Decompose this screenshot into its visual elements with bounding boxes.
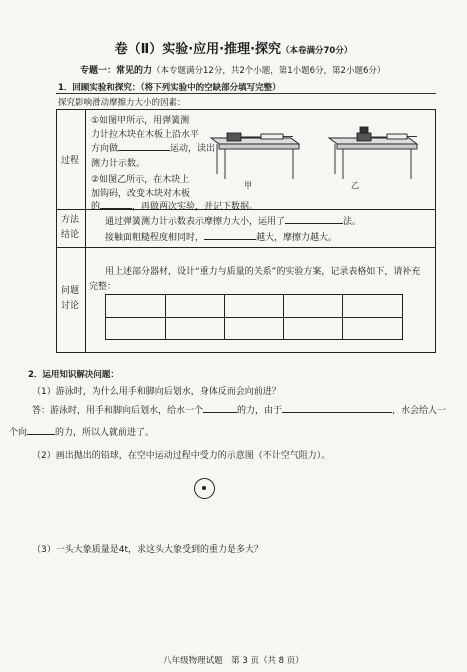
method-label-line: 结论 — [61, 230, 80, 240]
answer-blank[interactable] — [100, 199, 132, 209]
answer-text: ，水会给人一 — [392, 406, 447, 416]
q2-sub1: （1）游泳时，为什么用手和脚向后划水，身体反而会向前进？ — [32, 387, 281, 397]
record-table-row-divider — [106, 317, 402, 318]
process-line — [91, 199, 258, 212]
process-text: 运动，读出 — [170, 144, 216, 154]
figure-yi — [329, 127, 417, 179]
discuss-text: 完整： — [89, 282, 117, 292]
q2-sub2: （2）画出抛出的铅球，在空中运动过程中受力的示意图（不计空气阻力）。 — [32, 451, 331, 461]
record-table-col-divider — [342, 295, 343, 339]
process-text: ，再做两次实验，并记下数据。 — [132, 202, 259, 212]
answer-text: 答：游泳时，用手和脚向后划水，给水一个 — [32, 406, 204, 416]
q2-answer-line1 — [32, 403, 446, 416]
rule — [56, 93, 436, 94]
figure-label-yi: 乙 — [351, 181, 359, 190]
title-note: （本卷满分70分） — [281, 46, 353, 56]
answer-blank[interactable] — [285, 214, 343, 224]
process-line — [91, 141, 215, 154]
q1-heading: 1．回顾实验和探究：（将下列实验中的空缺部分填写完整） — [58, 83, 281, 93]
method-text — [105, 214, 361, 227]
experiment-table — [56, 109, 436, 353]
title-main: 卷（Ⅱ）实验·应用·推理·探究 — [114, 42, 282, 57]
record-table-col-divider — [224, 295, 225, 339]
process-line: 力计拉木块在木板上沿水平 — [91, 130, 200, 140]
q2-sub3: （3）一头大象质量是4t，求这头大象受到的重力是多大？ — [32, 545, 263, 555]
conclusion-text-part: 接触面粗糙程度相同时， — [105, 233, 205, 243]
page-title — [0, 38, 467, 57]
process-label: 过程 — [61, 156, 80, 166]
shot-put-diagram[interactable] — [194, 478, 215, 499]
answer-text: 的力，所以人就前进了。 — [55, 428, 155, 438]
record-table — [105, 294, 403, 340]
method-label — [61, 213, 79, 243]
q1-intro: 探究影响滑动摩擦力大小的因素： — [58, 98, 186, 108]
shot-put-center-dot — [202, 486, 206, 490]
process-line: 测力计示数。 — [91, 159, 146, 169]
method-text-part: 通过弹簧测力计示数表示摩擦力大小，运用了 — [105, 217, 286, 227]
answer-blank[interactable] — [204, 230, 256, 240]
topic-line — [80, 63, 385, 76]
answer-blank[interactable] — [118, 141, 170, 151]
table-row-divider — [57, 247, 436, 248]
experiment-figures — [207, 124, 435, 192]
q2-answer-line2 — [9, 425, 154, 438]
topic-detail: （本专题满分12分，共2个小题，第1小题6分，第2小题6分） — [152, 66, 386, 76]
method-label-line: 方法 — [61, 215, 80, 225]
record-table-col-divider — [165, 295, 166, 339]
figure-jia — [211, 133, 299, 179]
process-text: 的 — [91, 202, 101, 212]
answer-text: 个向 — [9, 428, 28, 438]
discuss-label-line: 问题 — [61, 286, 80, 296]
record-table-col-divider — [283, 295, 284, 339]
discuss-label-line: 讨论 — [61, 301, 80, 311]
figure-label-jia: 甲 — [244, 181, 252, 190]
discuss-label — [61, 284, 79, 314]
q2-heading: 2．运用知识解决问题： — [28, 370, 119, 380]
process-text: 方向做 — [91, 144, 119, 154]
process-line: 加钩码，改变木块对木板 — [91, 189, 191, 199]
page-footer: 八年级物理试题 第 3 页（共 8 页） — [163, 656, 304, 666]
process-line: ①如图甲所示，用弹簧测 — [91, 116, 190, 126]
table-col-divider — [85, 110, 86, 353]
conclusion-text — [105, 230, 337, 243]
answer-text: 的力，由于 — [237, 406, 283, 416]
conclusion-text-part: 越大，摩擦力越大。 — [256, 233, 338, 243]
answer-blank[interactable] — [203, 403, 237, 413]
answer-blank[interactable] — [282, 403, 392, 413]
discuss-text: 用上述部分器材，设计“重力与质量的关系”的实验方案，记录表格如下，请补充 — [105, 267, 421, 277]
answer-blank[interactable] — [27, 425, 55, 435]
process-line: ②如图乙所示，在木块上 — [91, 175, 190, 185]
topic-head: 专题一：常见的力 — [80, 66, 153, 76]
method-text-part: 法。 — [343, 217, 362, 227]
